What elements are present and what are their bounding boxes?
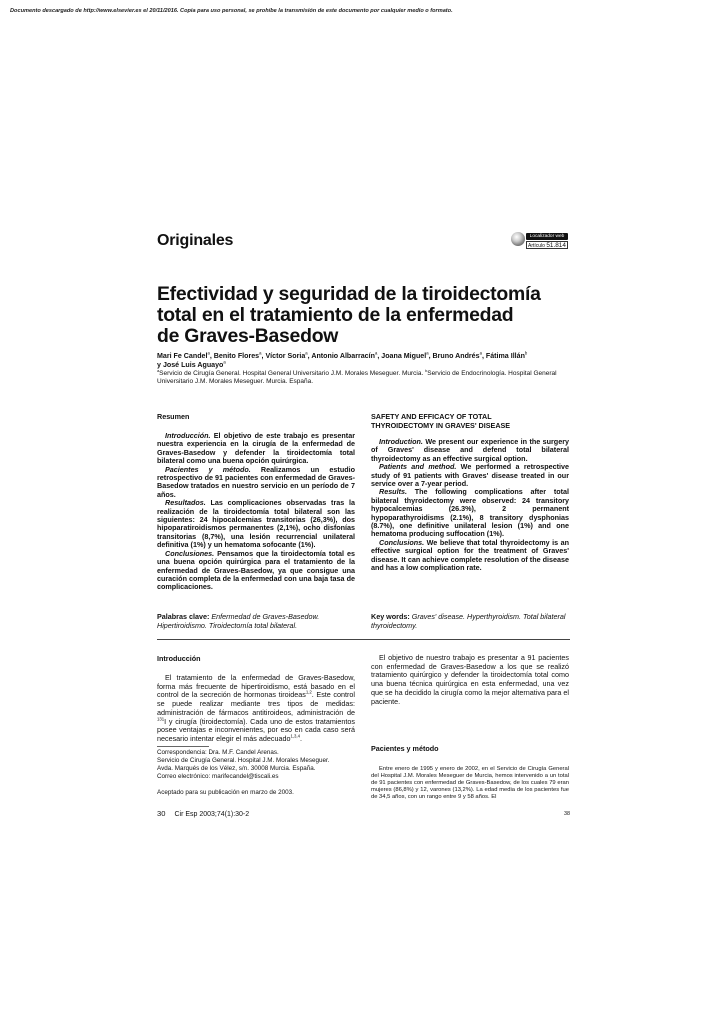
correspondence: Correspondencia: Dra. M.F. Candel Arenas. Servicio de Cirugía General. Hospital J.M. Morales Meseguer. Avda. Marqués de los Vélez, s/n. 30008 Murcia. España. Correo electrónico: marifecandel@tiscali.es Aceptado para su publicación en marzo de 2003. (157, 749, 330, 797)
resumen-text: Introducción. El objetivo de este trabajo es presentar nuestra experiencia en la cirugía de la enfermedad de Graves-Basedow y defender la tiroidectomía total bilateral como una buena opción quirúrgica. Pacientes y método. Realizamos un estudio retrospectivo de 91 pacientes con enfermedad de Graves-Basedow tratados en nuestro servicio en un período de 7 años. Resultados. Las complicaciones observadas tras la realización de la tiroidectomía total bilateral son las siguientes: 24 hipocalcemias transitorias (26,3%), dos hipoparatiroidismos permanentes (2,1%), ocho disfonías transitorias (8,7%), una lesión recurrencial unilateral definitiva (1%) y un hematoma sofocante (1%). Conclusiones. Pensamos que la tiroidectomía total es una buena opción quirúrgica para el tratamiento de la enfermedad de Graves-Basedow, ya que consigue una curación completa de la enfermedad con una baja tasa de complicaciones. (157, 431, 355, 592)
abstract-en-heading: SAFETY AND EFFICACY OF TOTAL THYROIDECTOMY IN GRAVES' DISEASE (371, 412, 511, 430)
page-number-right: 38 (564, 811, 570, 817)
palabras-clave: Palabras clave: Enfermedad de Graves-Basedow. Hipertiroidismo. Tiroidectomía total bilateral. (157, 612, 320, 630)
intro-heading: Introducción (157, 654, 201, 663)
section-heading: Originales (157, 232, 234, 249)
methods-text: Entre enero de 1995 y enero de 2002, en el Servicio de Cirugía General del Hospital J.M. Morales Meseguer de Murcia, hemos intervenido a un total de 91 pacientes con enfermedad de Graves-Basedow, de los cuales 79 eran mujeres (86,8%) y 12, varones (13,2%). La edad media de los pacientes fue de 34,5 años, con un rango entre 9 y 58 años. El (371, 766, 569, 801)
author: Joana Miguel (381, 352, 427, 360)
author: Bruno Andrés (432, 352, 480, 360)
globe-icon (511, 232, 525, 246)
resumen-heading: Resumen (157, 412, 190, 421)
resumen-block (157, 412, 355, 592)
author: Víctor Soria (265, 352, 306, 360)
methods-heading: Pacientes y método (371, 744, 439, 753)
article-title: Efectividad y seguridad de la tiroidectomía total en el tratamiento de la enfermedad de Graves-Basedow (157, 283, 541, 347)
author: Fátima Illán (485, 352, 525, 360)
intro-section (157, 654, 355, 744)
author: José Luis Aguayo (162, 361, 224, 369)
download-notice: Documento descargado de http://www.elsevier.es el 20/11/2016. Copia para uso personal, se prohíbe la transmisión de este documento por cualquier medio o formato. (10, 8, 453, 14)
intro-paragraph-1: El tratamiento de la enfermedad de Graves-Basedow, forma más frecuente de hipertiroidismo, está basado en el control de la secreción de hormonas tiroideas$^{1,2}$. Este control se puede realizar mediante tres tipos de medidas: administración de fármacos antitiroideos, administración de $^{131}$I y cirugía (tiroidectomía). Cada uno de estos tratamientos posee ventajas e inconvenientes, por eso en cada caso será necesario intentar elegir el más adecuado$^{1,3,4}$. (157, 673, 356, 743)
intro-continued (371, 654, 569, 740)
web-locator[interactable] (510, 231, 570, 251)
journal-citation: Cir Esp 2003;74(1):30-2 (174, 811, 250, 818)
author-list: Mari Fe Candel$^a$, Benito Flores$^a$, Víctor Soria$^a$, Antonio Albarracín$^a$, Joana Miguel$^a$, Bruno Andrés$^a$, Fátima Illán$^b$ y José Luis Aguayo$^a$ (157, 350, 528, 369)
page-number: 30 (157, 809, 166, 818)
article-number: Artículo 51.814 (526, 241, 568, 249)
web-locator-label: Localizador web (526, 233, 568, 240)
methods-section (371, 744, 569, 801)
author: Mari Fe Candel (157, 352, 208, 360)
abstract-en-block (371, 412, 569, 573)
key-words: Key words: Graves' disease. Hyperthyroidism. Total bilateral thyroidectomy. (371, 612, 566, 630)
divider (157, 639, 570, 640)
intro-paragraph-2: El objetivo de nuestro trabajo es presentar a 91 pacientes con enfermedad de Graves-Basedow a los que se realizó tratamiento quirúrgico y defender la tiroidectomía total como una buena técnica quirúrgica en esta enfermedad, una vez que se ha decidido la cirugía como la mejor alternativa para el paciente. (371, 654, 569, 706)
footnote-rule (157, 746, 209, 747)
affiliations: $^a$Servicio de Cirugía General. Hospital General Universitario J.M. Morales Meseguer. Murcia. $^b$Servicio de Endocrinología. Hospital General Universitario J.M. Morales Meseguer. Murcia. España. (157, 367, 557, 385)
author: Antonio Albarracín (311, 352, 375, 360)
author: Benito Flores (213, 352, 260, 360)
page-footer (157, 809, 249, 818)
abstract-en-text: Introduction. We present our experience in the surgery of Graves' disease and defend total bilateral thyroidectomy as an effective surgical option. Patients and method. We performed a retrospective study of 91 patients with Graves' disease treated in our service over a 7-year period. Results. The following complications after total bilateral thyroidectomy were observed: 24 transitory hypocalcemias (26.3%), 2 permanent hypoparathyroidisms (2.1%), 8 transitory dysphonias (8.7%), one definitive unilateral lesion (1%) and one hematoma producing suffocation (1%). Conclusions. We believe that total thyroidectomy is an effective surgical option for the treatment of Graves' disease. It can achieve complete resolution of the disease and has a low complication rate. (371, 437, 569, 573)
